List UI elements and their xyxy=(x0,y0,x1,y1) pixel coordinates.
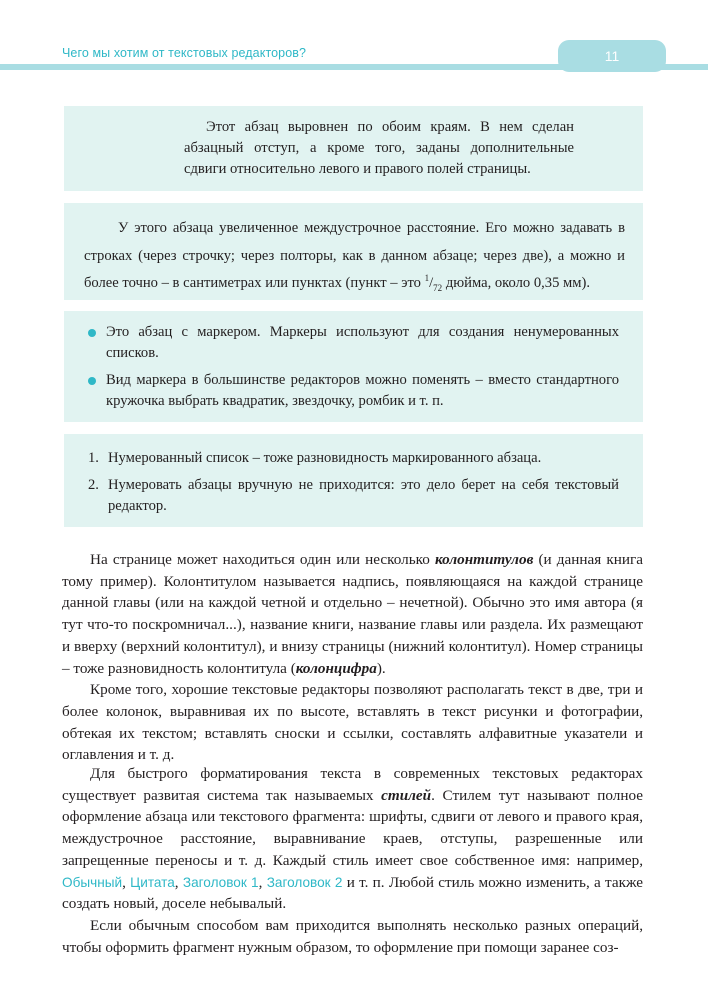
bullet-dot-icon xyxy=(88,377,96,385)
bullet-dot-icon xyxy=(88,329,96,337)
line-spacing-text-end: дюйма, около 0,35 мм). xyxy=(442,275,591,291)
example-paragraph-justified: Этот абзац выровнен по обоим краям. В нем сделан абзацный отступ, а кроме того, заданы дополнительные сдвиги относительно левого и правого полей страницы. xyxy=(184,119,574,177)
list-item-text: Это абзац с маркером. Маркеры используют для создания ненумерованных списков. xyxy=(106,324,619,361)
fraction-denominator: 72 xyxy=(433,282,443,293)
list-item xyxy=(88,475,619,517)
list-item-text: Нумерованный список – тоже разновидность маркированного абзаца. xyxy=(108,450,542,466)
example-box-bulleted-list xyxy=(64,311,643,422)
example-box-numbered-list xyxy=(64,434,643,527)
fraction-numerator: 1 xyxy=(424,273,430,284)
text-run: . Стилем тут называют полное оформление абзаца или текстового фрагмента: шрифты, сдвиги от левого и правого края, междустрочное расстояние, выравнивание краев, отступы, разрешенные или запрещенные переносы и т. д. Каждый стиль имеет свое собственное имя: например, xyxy=(62,786,644,869)
separator: , xyxy=(122,873,131,891)
list-item-text: Нумеровать абзацы вручную не приходится: это дело берет на себя текстовый редактор. xyxy=(108,477,619,514)
text-run: (и данная книга тому пример). Колонтитулом называется надпись, появляющаяся на каждой странице данной главы (или на каждой четной и отдельно – нечетной). Обычно это имя автора (я тут что-то поскромничал...), название книги, название главы или раздела. Их размещают и вверху (верхний колонтитул), и внизу страницы (нижний колонтитул). Номер страницы – тоже разновидность колонтитула ( xyxy=(62,551,643,677)
paragraph-headers xyxy=(62,549,643,679)
example-box-justified xyxy=(64,106,643,191)
text-run: На странице может находиться один или несколько xyxy=(90,551,435,568)
example-paragraph-line-spacing xyxy=(84,215,625,298)
separator: , xyxy=(174,873,183,891)
paragraph-continuation: Если обычным способом вам приходится выполнять несколько разных операций, чтобы оформить фрагмент нужным образом, то оформление при помощи заранее соз- xyxy=(62,916,643,956)
separator: , xyxy=(258,873,267,891)
style-name-quote: Цитата xyxy=(130,874,175,890)
paragraph-styles xyxy=(62,763,643,915)
example-box-line-spacing xyxy=(64,203,643,300)
line-spacing-text: У этого абзаца увеличенное междустрочное расстояние. Его можно задавать в строках (через строчку; через полторы, как в данном абзаце; через две), а можно и более точно – в сантиметрах или пунктах (пункт – это xyxy=(84,220,625,291)
paragraph-features: Кроме того, хорошие текстовые редакторы позволяют располагать текст в две, три и более колонок, выравнивая их по высоте, вставлять в текст рисунки и фотографии, обтекая их текстом; вставлять сноски и ссылки, составлять алфавитные указатели и оглавления и т. д. xyxy=(62,681,643,764)
text-run: Для быстрого форматирования текста в современных текстовых редакторах существует развитая система так называемых xyxy=(62,765,643,804)
list-item-number: 2. xyxy=(88,477,99,493)
page-number: 11 xyxy=(604,48,620,64)
list-item-number: 1. xyxy=(88,450,99,466)
list-item xyxy=(88,322,619,364)
term-stili: стилей xyxy=(381,786,432,804)
style-name-normal: Обычный xyxy=(62,874,123,890)
term-kolontitul: колонтитулов xyxy=(435,551,534,568)
text-run: и т. п. Любой стиль можно изменить, а также создать новый, доселе небывалый. xyxy=(62,873,644,913)
term-koloncifra: колонцифра xyxy=(295,659,377,677)
running-title: Чего мы хотим от текстовых редакторов? xyxy=(62,46,307,60)
body-text-block xyxy=(62,549,643,766)
style-name-heading-2: Заголовок 2 xyxy=(266,874,343,890)
page-number-tab xyxy=(558,40,666,72)
text-run: ). xyxy=(376,659,386,677)
fraction-slash: / xyxy=(429,275,434,291)
list-item xyxy=(88,370,619,412)
style-name-heading-1: Заголовок 1 xyxy=(182,874,259,890)
body-text-block xyxy=(62,763,643,958)
list-item xyxy=(88,448,619,469)
list-item-text: Вид маркера в большинстве редакторов можно поменять – вместо стандартного кружочка выбрать квадратик, звездочку, ромбик и т. п. xyxy=(106,372,619,409)
